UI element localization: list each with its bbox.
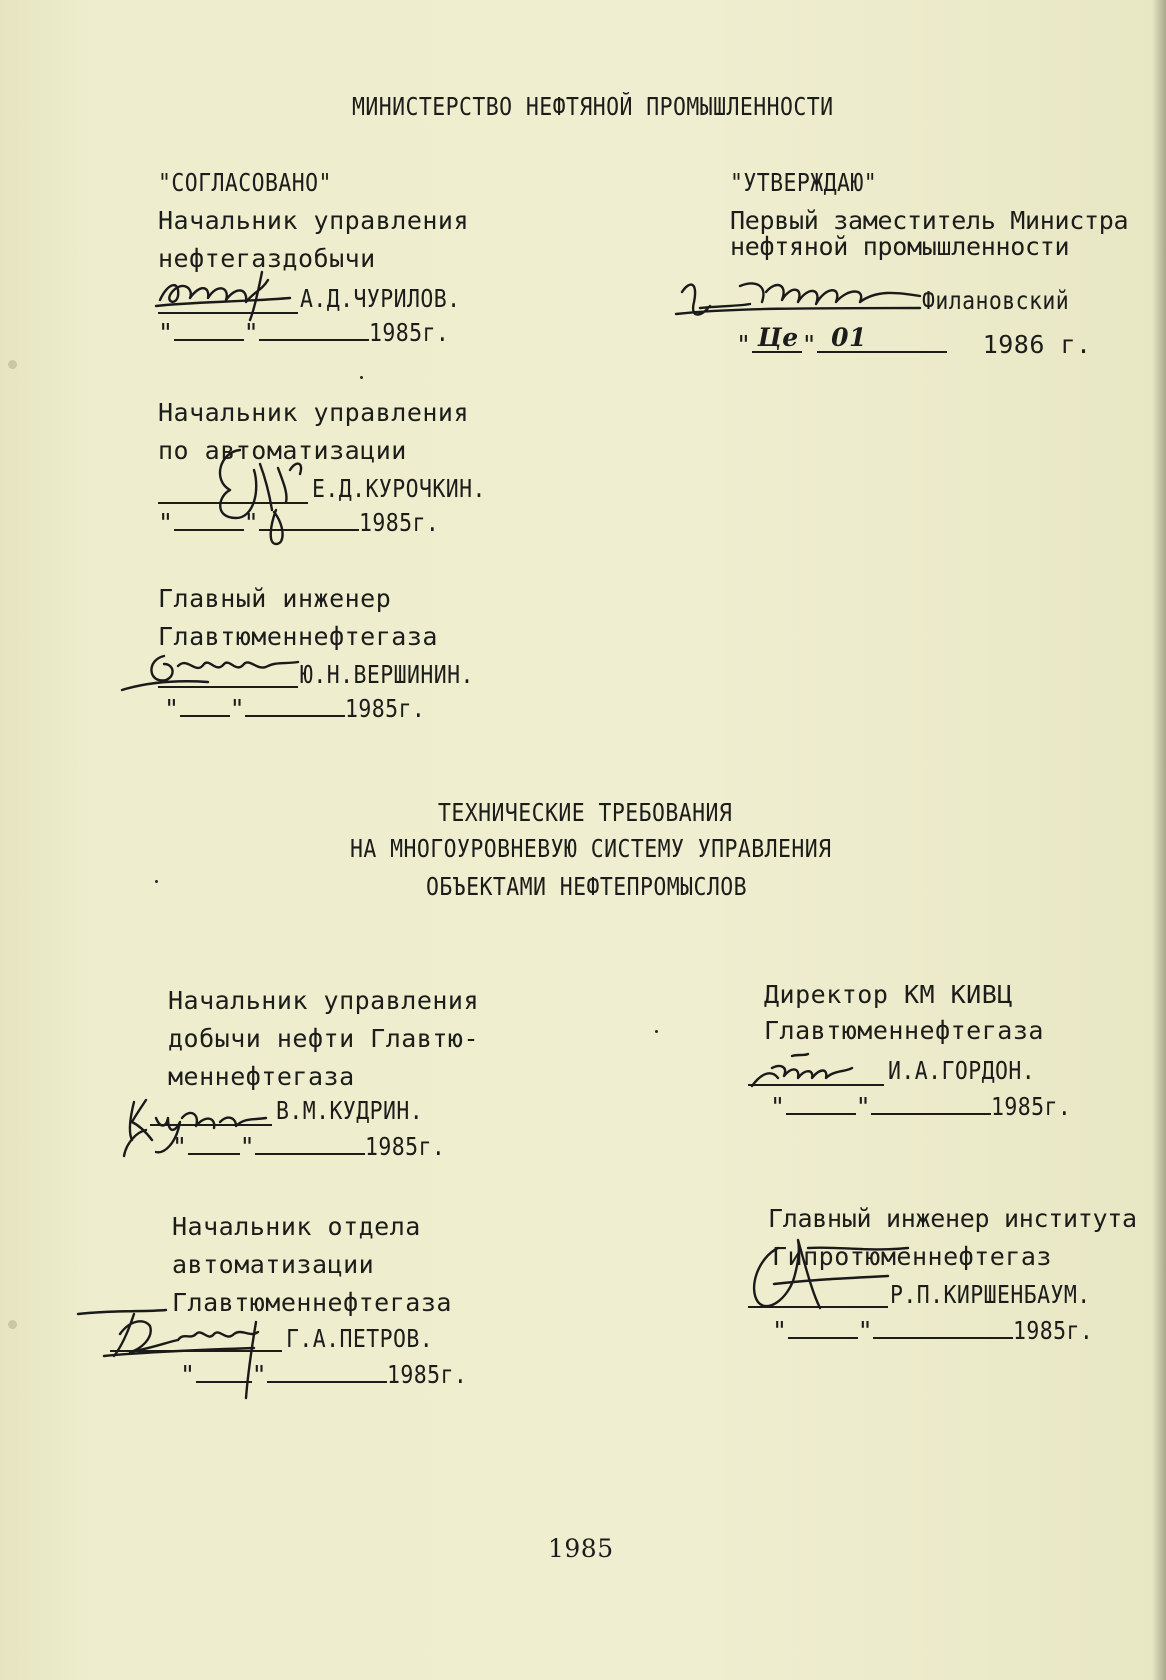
agreed-3-position-line1: Главный инженер: [158, 584, 392, 613]
ink-speck: [655, 1030, 658, 1033]
signature-vershinin: [118, 646, 308, 696]
agreed-2-position-line2: по автоматизации: [158, 436, 407, 465]
bl-1-position-line1: Начальник управления: [168, 986, 480, 1015]
br-2-name: Р.П.КИРШЕНБАУМ.: [890, 1280, 1091, 1309]
agreed-3-date: " " 1985г.: [164, 694, 426, 723]
bl-2-date: " " 1985г.: [180, 1360, 468, 1389]
signature-gordon: [742, 1046, 882, 1092]
punch-hole: [8, 360, 17, 369]
doc-title-line1: ТЕХНИЧЕСКИЕ ТРЕБОВАНИЯ: [438, 798, 733, 827]
approved-year: 1986 г.: [982, 330, 1092, 359]
approved-position-line1: Первый заместитель Министра: [730, 206, 1129, 235]
ink-speck: [360, 376, 363, 379]
br-2-position-line2: Гипротюменнефтегаз: [772, 1242, 1052, 1271]
approved-date: " Це " 01 1986 г.: [736, 323, 1092, 359]
br-1-name: И.А.ГОРДОН.: [888, 1056, 1036, 1085]
br-1-position-line1: Директор КМ КИВЦ: [764, 980, 1013, 1009]
approved-month: 01: [831, 323, 867, 352]
agreed-2-date: " " 1985г.: [158, 508, 440, 537]
agreed-2-name: Е.Д.КУРОЧКИН.: [312, 474, 486, 503]
agreed-3-name: Ю.Н.ВЕРШИНИН.: [300, 660, 474, 689]
ministry-header: МИНИСТЕРСТВО НЕФТЯНОЙ ПРОМЫШЛЕННОСТИ: [352, 92, 834, 121]
doc-title-line2: НА МНОГОУРОВНЕВУЮ СИСТЕМУ УПРАВЛЕНИЯ: [350, 834, 832, 863]
br-2-position-line1: Главный инженер института: [768, 1204, 1137, 1233]
agreed-2-position-line1: Начальник управления: [158, 398, 470, 427]
agreed-1-date: " " 1985г.: [158, 318, 450, 347]
agreed-1-position-line1: Начальник управления: [158, 206, 470, 235]
footer-year: 1985: [548, 1534, 614, 1563]
bl-2-position-line2: автоматизации: [172, 1250, 375, 1279]
punch-hole: [8, 1320, 17, 1329]
ink-speck: [155, 880, 158, 883]
agreed-3-position-line2: Главтюменнефтегаза: [158, 622, 438, 651]
bl-2-name: Г.А.ПЕТРОВ.: [286, 1324, 434, 1353]
approved-position-line2: нефтяной промышленности: [730, 232, 1070, 261]
approved-day: Це: [757, 323, 799, 352]
bl-2-position-line1: Начальник отдела: [172, 1212, 421, 1241]
agreed-heading: "СОГЛАСОВАНО": [158, 168, 332, 197]
signature-kudrin: [116, 1088, 286, 1158]
doc-title-line3: ОБЪЕКТАМИ НЕФТЕПРОМЫСЛОВ: [426, 872, 747, 901]
signature-kirshenbaum: [738, 1228, 928, 1328]
approved-heading: "УТВЕРЖДАЮ": [730, 168, 878, 197]
bl-1-position-line3: меннефтегаза: [168, 1062, 355, 1091]
signature-churilov: [150, 262, 300, 322]
bl-2-position-line3: Главтюменнефтегаза: [172, 1288, 452, 1317]
signature-petrov: [74, 1302, 294, 1402]
bl-1-name: В.М.КУДРИН.: [276, 1096, 424, 1125]
signature-kurochkin: [200, 440, 330, 550]
br-1-position-line2: Главтюменнефтегаза: [764, 1016, 1044, 1045]
agreed-1-position-line2: нефтегаздобычи: [158, 244, 376, 273]
br-2-date: " " 1985г.: [772, 1316, 1094, 1345]
approved-name: Филановский: [922, 286, 1070, 315]
agreed-1-name: А.Д.ЧУРИЛОВ.: [300, 284, 461, 313]
page-edge-shadow: [1152, 0, 1166, 1680]
bl-1-position-line2: добычи нефти Главтю-: [168, 1024, 480, 1053]
bl-1-date: " " 1985г.: [172, 1132, 446, 1161]
br-1-date: " " 1985г.: [770, 1092, 1072, 1121]
signature-filanovsky: [670, 262, 940, 332]
